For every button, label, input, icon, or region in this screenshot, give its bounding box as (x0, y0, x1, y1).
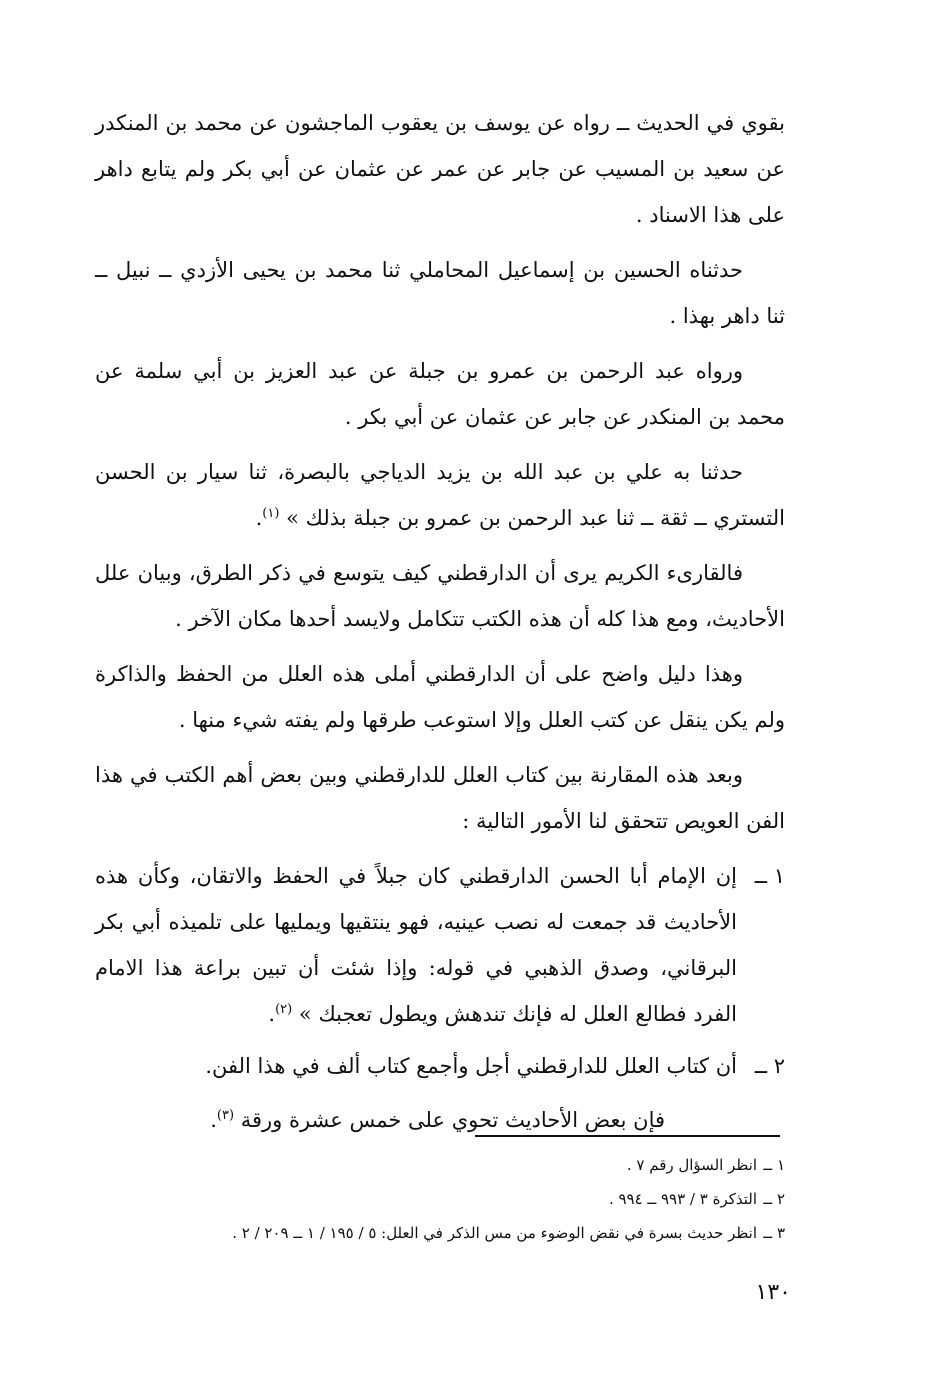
footnote-2-text: التذكرة ٣ / ٩٩٣ ــ ٩٩٤ . (608, 1190, 757, 1208)
footnote-3 (150, 1216, 785, 1250)
footnote-ref-3: (٣) (216, 1108, 235, 1123)
paragraph-1: بقوي في الحديث ــ رواه عن يوسف بن يعقوب الماجشون عن محمد بن المنكدر عن سعيد بن المسيب عن جابر عن عمر عن عثمان عن أبي بكر ولم يتابع داهر على هذا الاسناد . (95, 111, 785, 227)
paragraph-4: حدثنا به علي بن عبد الله بن يزيد الدياجي بالبصرة، ثنا سيار بن الحسن التستري ــ ثقة ــ ثنا عبد الرحمن بن عمرو بن جبلة بذلك » $^{(١)}$. (95, 460, 785, 530)
list-item-1-body: إن الإمام أبا الحسن الدارقطني كان جبلاً في الحفظ والاتقان، وكأن هذه الأحاديث قد جمعت له نصب عينيه، فهو ينتقيها ويمليها على تلميذه أبي بكر البرقاني، وصدق الذهبي في قوله: وإذا شئت أن تبين براعة هذا الامام الفرد فطالع العلل له فإنك تندهش ويطول تعجبك » $^{(٢)}$. (95, 864, 737, 1026)
footnote-1 (150, 1148, 785, 1182)
list-item-1 (95, 853, 785, 1037)
footnote-ref-2: (٢) (275, 1002, 293, 1017)
paragraph-7: وبعد هذه المقارنة بين كتاب العلل للدارقطني وبين بعض أهم الكتب في هذا الفن العويص تتحقق لنا الأمور التالية : (95, 763, 785, 833)
closing-line: فإن بعض الأحاديث تحوي على خمس عشرة ورقة $^{(٣)}$. (210, 1108, 665, 1132)
paragraph-5: فالقارىء الكريم يرى أن الدارقطني كيف يتوسع في ذكر الطرق، وبيان علل الأحاديث، ومع هذا كله أن هذه الكتب تتكامل ولايسد أحدها مكان الآخر . (95, 561, 785, 631)
paragraph-6: وهذا دليل واضح على أن الدارقطني أملى هذه العلل من الحفظ والذاكرة ولم يكن ينقل عن كتب العلل وإلا استوعب طرقها ولم يفته شيء منها . (95, 662, 785, 732)
footnote-1-number: ١ ــ (763, 1156, 785, 1174)
list-item-1-number: ١ ــ (754, 864, 785, 888)
footnotes (150, 1148, 785, 1250)
footnote-2-number: ٢ ــ (763, 1190, 785, 1208)
footnote-separator (475, 1135, 780, 1137)
footnote-3-text: انظر حديث بسرة في نقض الوضوء من مس الذكر في العلل: ٥ / ١٩٥ / ١ ــ ٢٠٩ / ٢ . (232, 1224, 757, 1242)
paragraph-2: حدثناه الحسين بن إسماعيل المحاملي ثنا محمد بن يحيى الأزدي ــ نبيل ــ ثنا داهر بهذا . (95, 258, 785, 328)
footnote-1-text: انظر السؤال رقم ٧ . (626, 1156, 757, 1174)
list-item-1-text: إن الإمام أبا الحسن الدارقطني كان جبلاً في الحفظ والاتقان، وكأن هذه الأحاديث قد جمعت له نصب عينيه، فهو ينتقيها ويمليها على تلميذه أبي بكر البرقاني، وصدق الذهبي في قوله: وإذا شئت أن تبين براعة هذا الامام الفرد فطالع العلل له فإنك تندهش ويطول تعجبك » (95, 864, 737, 1026)
list-item-2-text: أن كتاب العلل للدارقطني أجل وأجمع كتاب ألف في هذا الفن. (205, 1054, 737, 1078)
paragraph-4-text: حدثنا به علي بن عبد الله بن يزيد الدياجي بالبصرة، ثنا سيار بن الحسن التستري ــ ثقة ــ ثنا عبد الرحمن بن عمرو بن جبلة بذلك » (95, 460, 785, 530)
closing-line-text: فإن بعض الأحاديث تحوي على خمس عشرة ورقة (240, 1108, 665, 1132)
footnote-2 (150, 1182, 785, 1216)
footnote-ref-1: (١) (262, 506, 280, 521)
list-item-2-number: ٢ ــ (754, 1054, 785, 1078)
footnote-3-number: ٣ ــ (763, 1224, 785, 1242)
list-item-2 (95, 1043, 785, 1089)
main-text (95, 100, 785, 1143)
page-number: ١٣٠ (755, 1280, 791, 1305)
paragraph-3: ورواه عبد الرحمن بن عمرو بن جبلة عن عبد العزيز بن أبي سلمة عن محمد بن المنكدر عن جابر عن عثمان عن أبي بكر . (95, 359, 785, 429)
